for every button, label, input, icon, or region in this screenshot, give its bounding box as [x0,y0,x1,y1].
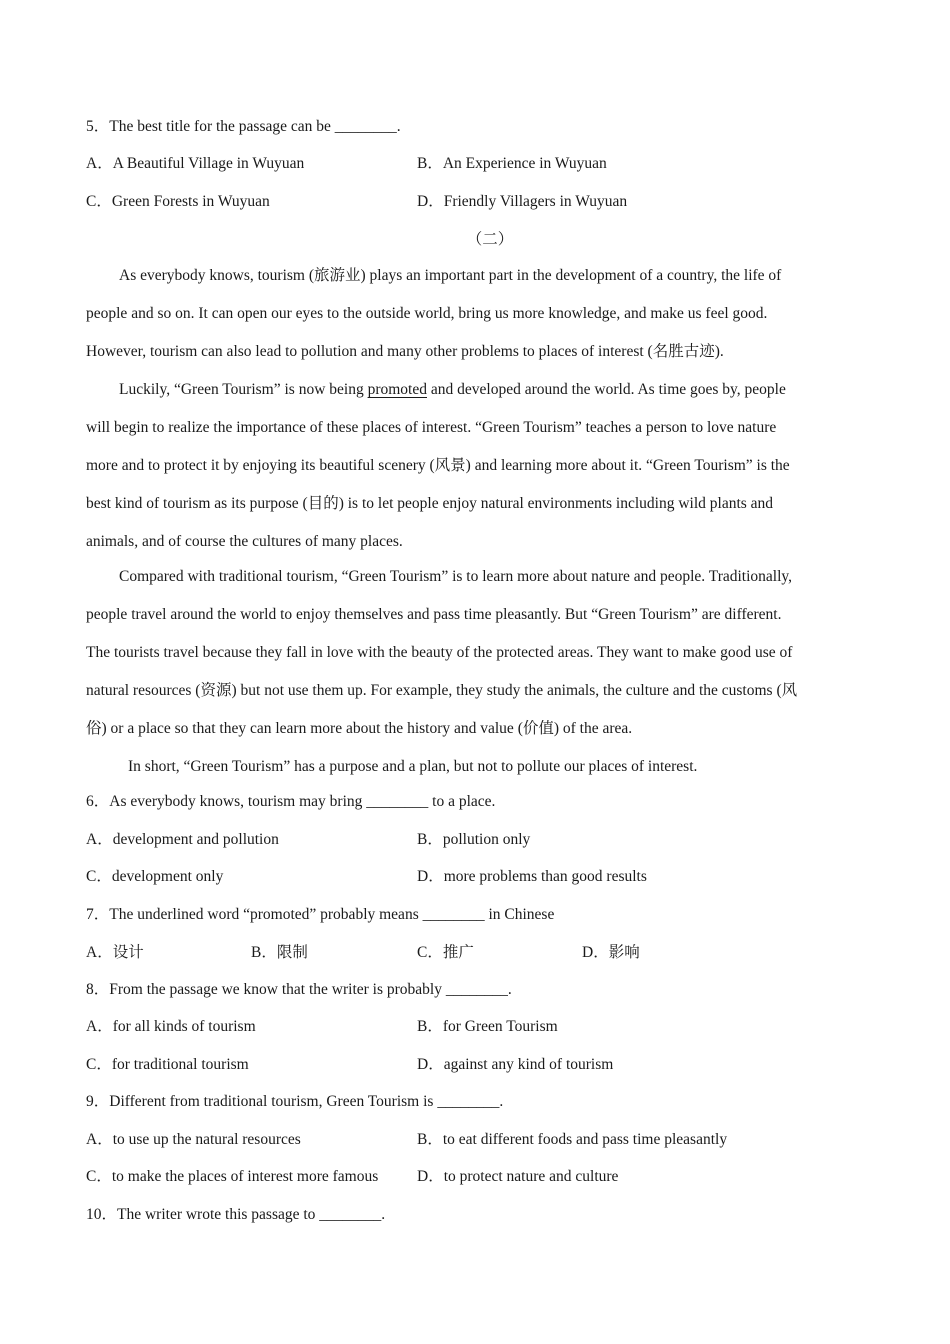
passage-p3-line-5: 俗) or a place so that they can learn more about the history and value (价值) of the area. [86,720,633,737]
question-6-option-c: C．development only [86,868,224,885]
question-7-option-a: A．设计 [86,944,144,961]
question-9-option-c: C．to make the places of interest more famous [86,1168,379,1185]
question-9-option-a: A．to use up the natural resources [86,1131,301,1148]
passage-p4: In short, “Green Tourism” has a purpose and a plan, but not to pollute our places of interest. [128,758,698,775]
question-5-option-c: C．Green Forests in Wuyuan [86,193,270,210]
question-8-option-c: C．for traditional tourism [86,1056,249,1073]
question-10-stem: 10．The writer wrote this passage to ________. [86,1206,386,1223]
passage-p2-line-3: more and to protect it by enjoying its beautiful scenery (风景) and learning more about it. “Green Tourism” is the [86,457,790,474]
section-marker: （二） [466,231,514,248]
passage-p2-line-5: animals, and of course the cultures of many places. [86,533,403,550]
passage-p1-line-3: However, tourism can also lead to pollution and many other problems to places of interest (名胜古迹). [86,343,724,360]
question-5-option-b: B．An Experience in Wuyuan [417,155,607,172]
question-9-option-d: D．to protect nature and culture [417,1168,619,1185]
question-8-option-d: D．against any kind of tourism [417,1056,614,1073]
passage-p2-line-1-before: Luckily, “Green Tourism” is now being [119,381,368,398]
question-9-stem: 9．Different from traditional tourism, Green Tourism is ________. [86,1093,504,1110]
passage-p2-line-4: best kind of tourism as its purpose (目的) is to let people enjoy natural environments including wild plants and [86,495,774,512]
passage-p3-line-4: natural resources (资源) but not use them up. For example, they study the animals, the culture and the customs (风 [86,682,798,699]
question-9-option-b: B．to eat different foods and pass time pleasantly [417,1131,728,1148]
question-8-option-b: B．for Green Tourism [417,1018,558,1035]
passage-p1-line-1: As everybody knows, tourism (旅游业) plays an important part in the development of a country, the life of [119,267,782,284]
question-8-stem: 8．From the passage we know that the writer is probably ________. [86,981,512,998]
question-6-option-a: A．development and pollution [86,831,279,848]
passage-p2-line-1 [119,380,786,400]
question-7-stem: 7．The underlined word “promoted” probably means ________ in Chinese [86,906,555,923]
passage-p3-line-1: Compared with traditional tourism, “Green Tourism” is to learn more about nature and people. Traditionally, [119,568,793,585]
passage-p2-line-2: will begin to realize the importance of these places of interest. “Green Tourism” teaches a person to love nature [86,419,777,436]
question-5-option-d: D．Friendly Villagers in Wuyuan [417,193,628,210]
question-5-option-a: A．A Beautiful Village in Wuyuan [86,155,305,172]
passage-p3-line-3: The tourists travel because they fall in love with the beauty of the protected areas. They want to make good use of [86,644,793,661]
passage-p2-line-1-after: and developed around the world. As time goes by, people [427,381,786,398]
underlined-word-promoted: promoted [367,381,427,398]
question-6-option-d: D．more problems than good results [417,868,647,885]
question-7-option-c: C．推广 [417,944,474,961]
question-7-option-d: D．影响 [582,944,640,961]
passage-p1-line-2: people and so on. It can open our eyes to the outside world, bring us more knowledge, and make us feel good. [86,305,768,322]
question-6-option-b: B．pollution only [417,831,531,848]
passage-p3-line-2: people travel around the world to enjoy themselves and pass time pleasantly. But “Green Tourism” are different. [86,606,782,623]
question-6-stem: 6．As everybody knows, tourism may bring ________ to a place. [86,793,496,810]
question-5-stem: 5．The best title for the passage can be ________. [86,118,401,135]
question-8-option-a: A．for all kinds of tourism [86,1018,256,1035]
question-7-option-b: B．限制 [251,944,308,961]
